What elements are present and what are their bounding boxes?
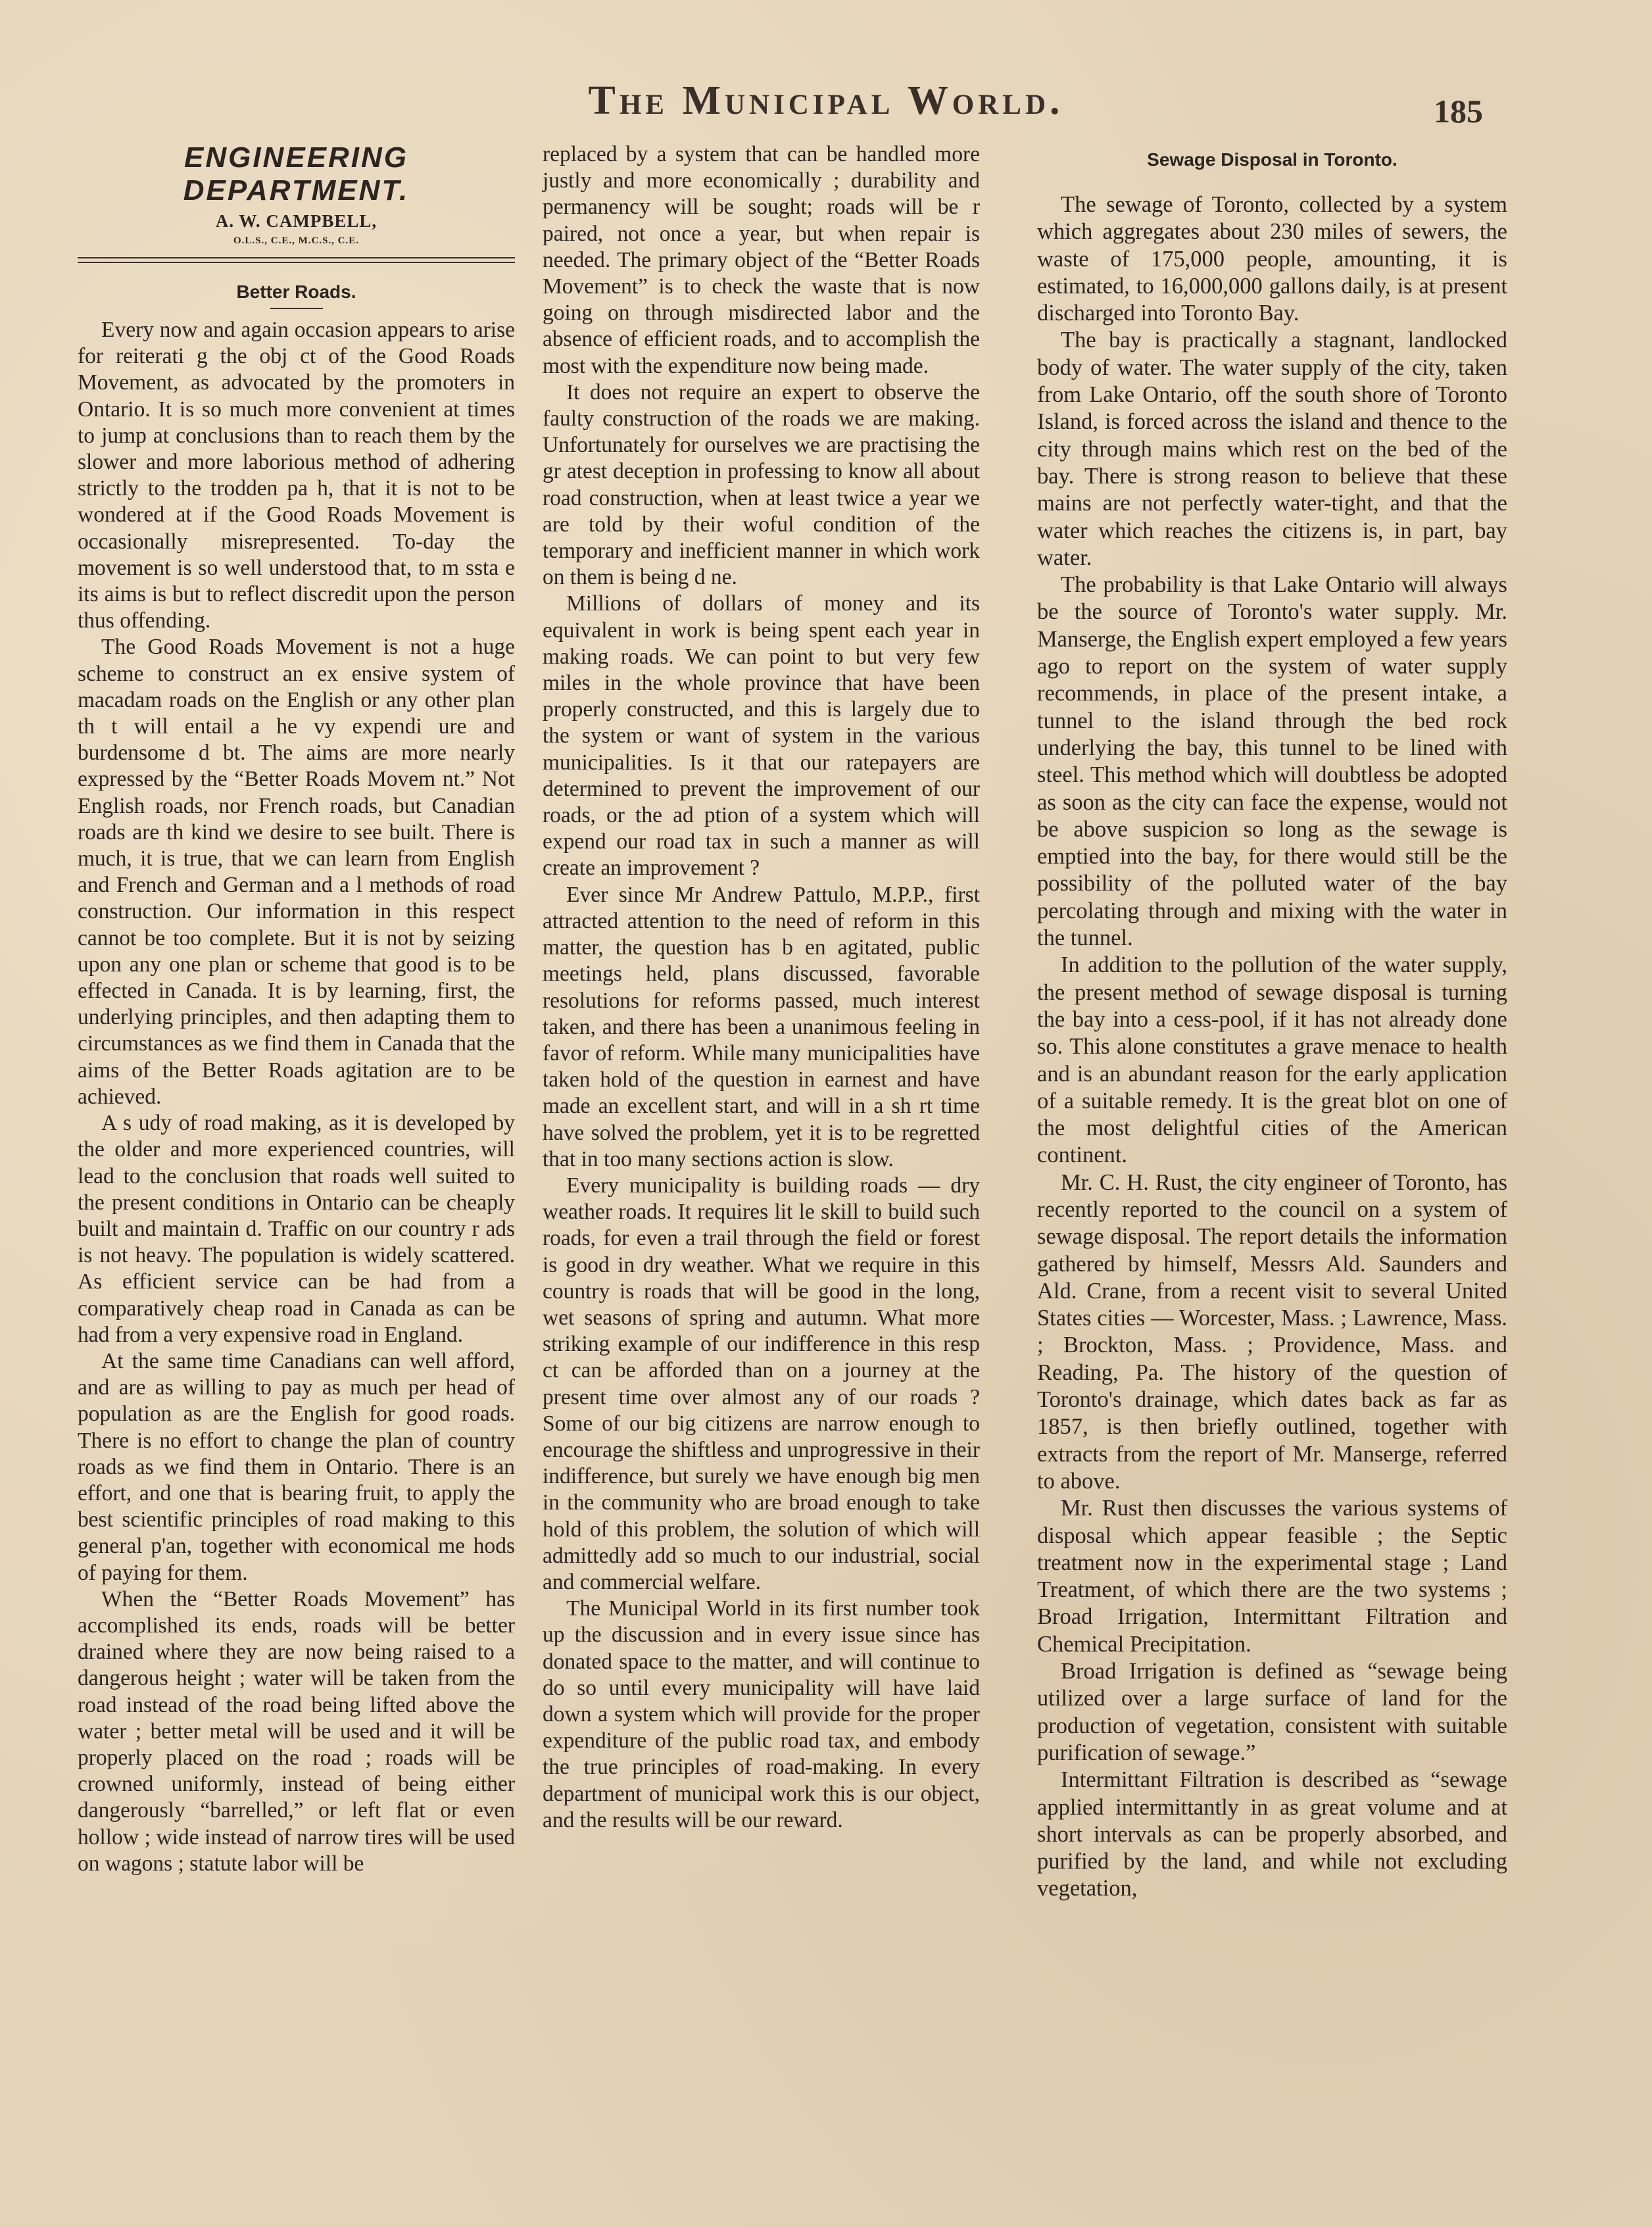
paragraph: The Municipal World in its first number took up the discussion and in every issue since has donated space to the matter, and will continue to do so until every municipality will have laid down a system which will provide for the proper expenditure of the public road tax, and embody the true principles of road-making. In every department of municipal work this is our object, and the results will be our reward. bbox=[543, 1596, 980, 1832]
paragraph: Intermittant Filtration is described as “sewage applied intermittantly in as great volume and at short intervals as can be properly absorbed, and purified by the land, and while not excluding vegetation, bbox=[1037, 1767, 1507, 1901]
paragraph: The sewage of Toronto, collected by a system which aggregates about 230 miles of sewers, the waste of 175,000 people, amounting, it is estimated, to 16,000,000 gallons daily, is at present discharged into Toronto Bay. bbox=[1037, 192, 1507, 326]
paragraph: The bay is practically a stagnant, landlocked body of water. The water supply of the city, taken from Lake Ontario, off the south shore of Toronto Island, is forced across the island and thence to the city through mains which rest on the bed of the bay. There is strong reason to believe that these mains are not perfectly water-tight, and that the water which reaches the citizens is, in part, bay water. bbox=[1037, 328, 1507, 570]
article-title: Better Roads. bbox=[236, 281, 356, 302]
paragraph: When the “Better Roads Movement” has accomplished its ends, roads will be better drained where they are now being raised to a dangerous height ; water will be taken from the road instead of the road being lifted above the water ; better metal will be used and it will be properly placed on the road ; roads will be crowned uniformly, instead of being either dangerously “barrelled,” or left flat or even hollow ; wide instead of narrow tires will be used on wagons ; statute labor will be bbox=[78, 1586, 515, 1876]
column-2 bbox=[543, 141, 980, 1834]
heading-divider bbox=[78, 257, 515, 263]
paragraph: It does not require an expert to observe the faulty construction of the roads we are making. Unfortunately for ourselves we are practising the gr atest deception in professing to know all about road construction, when at least twice a year we are told by their woful condition of the temporary and inefficient manner in which work on them is being d ne. bbox=[543, 379, 980, 590]
author-credentials: O.L.S., C.E., M.C.S., C.E. bbox=[233, 235, 360, 246]
paragraph: The Good Roads Movement is not a huge scheme to construct an ex ensive system of macadam roads on the English or any other plan th t will entail a he vy expendi ure and burdensome d bt. The aims are more nearly expressed by the “Better Roads Movem nt.” Not English roads, nor French roads, but Canadian roads are th kind we desire to see built. There is much, it is true, that we can learn from English and French and German and a l methods of road construction. Our information in this respect cannot be too complete. But it is not by seizing upon any one plan or scheme that good is to be effected in Canada. It is by learning, first, the underlying principles, and then adapting them to circumstances as we find them in Canada that the aims of the Better Roads agitation are to be achieved. bbox=[78, 635, 515, 1109]
paragraph: Mr. C. H. Rust, the city engineer of Toronto, has recently reported to the council on a system of sewage disposal. The report details the information gathered by himself, Messrs Ald. Saunders and Ald. Crane, from a recent visit to several United States cities — Worcester, Mass. ; Lawrence, Mass. ; Brockton, Mass. ; Providence, Mass. and Reading, Pa. The history of the question of Toronto's drainage, which dates back as far as 1857, is then briefly outlined, together with extracts from the report of Mr. Manserge, referred to above. bbox=[1037, 1169, 1507, 1494]
paragraph: Every now and again occasion appears to arise for reiterati g the obj ct of the Good Roads Movement, as advocated by the promoters in Ontario. It is so much more convenient at times to jump at conclusions than to reach them by the slower and more laborious method of adhering strictly to the trodden pa h, that it is not to be wondered at if the Good Roads Movement is occasionally misrepresented. To-day the movement is so well understood that, to m ssta e its aims is but to reflect discredit upon the person thus offending. bbox=[78, 318, 515, 633]
page-number: 185 bbox=[1434, 93, 1483, 130]
column-1 bbox=[78, 141, 515, 1877]
author-name: A. W. CAMPBELL, bbox=[215, 211, 377, 231]
paragraph: In addition to the pollution of the water supply, the present method of sewage disposal is turning the bay into a cess-pool, if it has not already done so. This alone constitutes a grave menace to health and is an abundant reason for the early application of a suitable remedy. It is the great blot on one of the most delightful cities of the American continent. bbox=[1037, 952, 1507, 1168]
paragraph: Mr. Rust then discusses the various systems of disposal which appear feasible ; the Septic treatment now in the experimental stage ; Land Treatment, of which there are the two systems ; Broad Irrigation, Intermittant Filtration and Chemical Precipitation. bbox=[1037, 1496, 1507, 1657]
paragraph: Ever since Mr Andrew Pattulo, M.P.P., first attracted attention to the need of reform in this matter, the question has b en agitated, public meetings held, plans discussed, favorable resolutions for reforms passed, much interest taken, and there has been a unanimous feeling in favor of reform. While many municipalities have taken hold of the question in earnest and have made an excellent start, and will in a sh rt time have solved the problem, yet it is to be regretted that in too many sections action is slow. bbox=[543, 882, 980, 1171]
column-3 bbox=[1037, 141, 1507, 1903]
paragraph: The probability is that Lake Ontario will always be the source of Toronto's water supply. Mr. Manserge, the English expert employed a few years ago to report on the system of water supply recommends, in place of the present intake, a tunnel to the island through the bed rock underlying the bay, this tunnel to be lined with steel. This method which will doubtless be adopted as soon as the city can face the expense, would not be above suspicion so long as the sewage is emptied into the bay, for there would still be the possibility of the polluted water of the bay percolating through and mixing with the water in the tunnel. bbox=[1037, 572, 1507, 951]
masthead: The Municipal World. bbox=[588, 78, 1064, 123]
paragraph: At the same time Canadians can well afford, and are as willing to pay as much per head of population as are the English for good roads. There is no effort to change the plan of country roads as we find them in Ontario. There is an effort, and one that is bearing fruit, to apply the best scientific principles of road making to this general p'an, together with economical me hods of paying for them. bbox=[78, 1348, 515, 1585]
paragraph: Millions of dollars of money and its equivalent in work is being spent each year in making roads. We can point to but very few miles in the whole province that have been properly constructed, and this is largely due to the system or want of system in the various municipalities. Is it that our ratepayers are determined to prevent the improvement of our roads, or the ad ption of a system which will expend our road tax in such a manner as will create an improvement ? bbox=[543, 591, 980, 881]
paragraph: A s udy of road making, as it is developed by the older and more experienced countries, will lead to the conclusion that roads well suited to the present conditions in Ontario can be cheaply built and maintain d. Traffic on our country r ads is not heavy. The population is widely scattered. As efficient service can be had from a comparatively cheap road in Canada as can be had from a very expensive road in England. bbox=[78, 1111, 515, 1347]
paragraph: Every municipality is building roads — dry weather roads. It requires lit le skill to build such roads, for even a trail through the field or forest is good in dry weather. What we require in this country is roads that will be good in the long, wet seasons of spring and autumn. What more striking example of our indifference in this resp ct can be afforded than on a journey at the present time over almost any of our roads ? Some of our big citizens are narrow enough to encourage the shiftless and unprogressive in their indifference, but surely we have enough big men in the community who are broad enough to take hold of this problem, the solution of which will admittedly add so much to our industrial, social and commercial welfare. bbox=[543, 1173, 980, 1594]
article-title: Sewage Disposal in Toronto. bbox=[1147, 149, 1397, 170]
title-rule bbox=[270, 308, 323, 309]
department-heading: ENGINEERING DEPARTMENT. bbox=[183, 141, 410, 207]
paragraph: Broad Irrigation is defined as “sewage being utilized over a large surface of land for the production of vegetation, consistent with suitable purification of sewage.” bbox=[1037, 1659, 1507, 1765]
paragraph: replaced by a system that can be handled more justly and more economically ; durability and permanency will be sought; roads will be r paired, not once a year, but when repair is needed. The primary object of the “Better Roads Movement” is to check the waste that is now going on through misdirected labor and the absence of efficient roads, and to accomplish the most with the expenditure now being made. bbox=[543, 142, 980, 378]
